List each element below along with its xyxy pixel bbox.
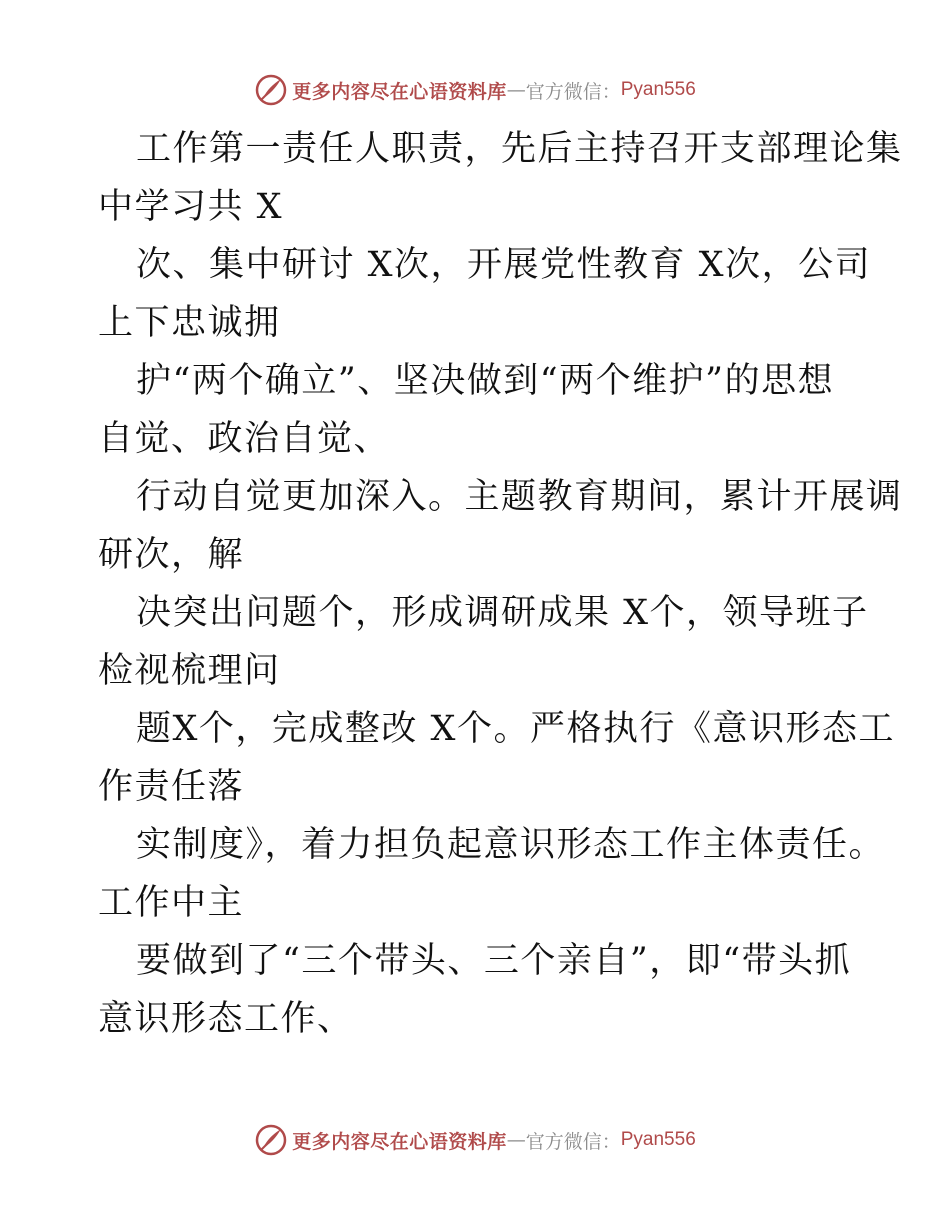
text-line: 实制度》，着力担负起意识形态工作主体责任。 [136,825,886,865]
text-line: 作责任落 [98,767,245,807]
text-line: 中学习共 X [98,187,284,227]
text-line: 上下忠诚拥 [98,303,281,343]
text-line: 工作中主 [98,883,245,923]
banner-text: 更多内容尽在心语资料库 [292,1130,507,1153]
text-line: 决突出问题个，形成调研成果 X个，领导班子 [136,593,869,633]
feather-pen-logo-icon [254,1123,288,1157]
banner-separator: — [506,79,526,101]
banner-wechat-id: Pyan556 [620,1129,696,1150]
banner-wechat-label: 官方微信： [525,80,621,103]
text-line: 要做到了“三个带头、三个亲自”，即“带头抓 [136,941,852,981]
text-line: 检视梳理问 [98,651,281,691]
text-line: 自觉、政治自觉、 [98,419,391,459]
feather-pen-logo-icon [254,73,288,107]
banner-wechat-id: Pyan556 [620,79,696,100]
text-line: 意识形态工作、 [98,999,354,1039]
banner-wechat-label: 官方微信： [525,1130,621,1153]
text-line: 研次，解 [98,535,245,575]
banner-text: 更多内容尽在心语资料库 [292,80,507,103]
text-line: 工作第一责任人职责，先后主持召开支部理论集 [136,129,903,169]
text-line: 护“两个确立”、坚决做到“两个维护”的思想 [136,361,835,401]
text-line: 题X个，完成整改 X个。严格执行《意识形态工 [136,709,895,749]
text-line: 次、集中研讨 X次，开展党性教育 X次，公司 [136,245,872,285]
document-body [98,120,903,1048]
footer-banner [0,1120,950,1160]
banner-separator: — [506,1129,526,1151]
header-banner [0,70,950,110]
text-line: 行动自觉更加深入。主题教育期间，累计开展调 [136,477,903,517]
